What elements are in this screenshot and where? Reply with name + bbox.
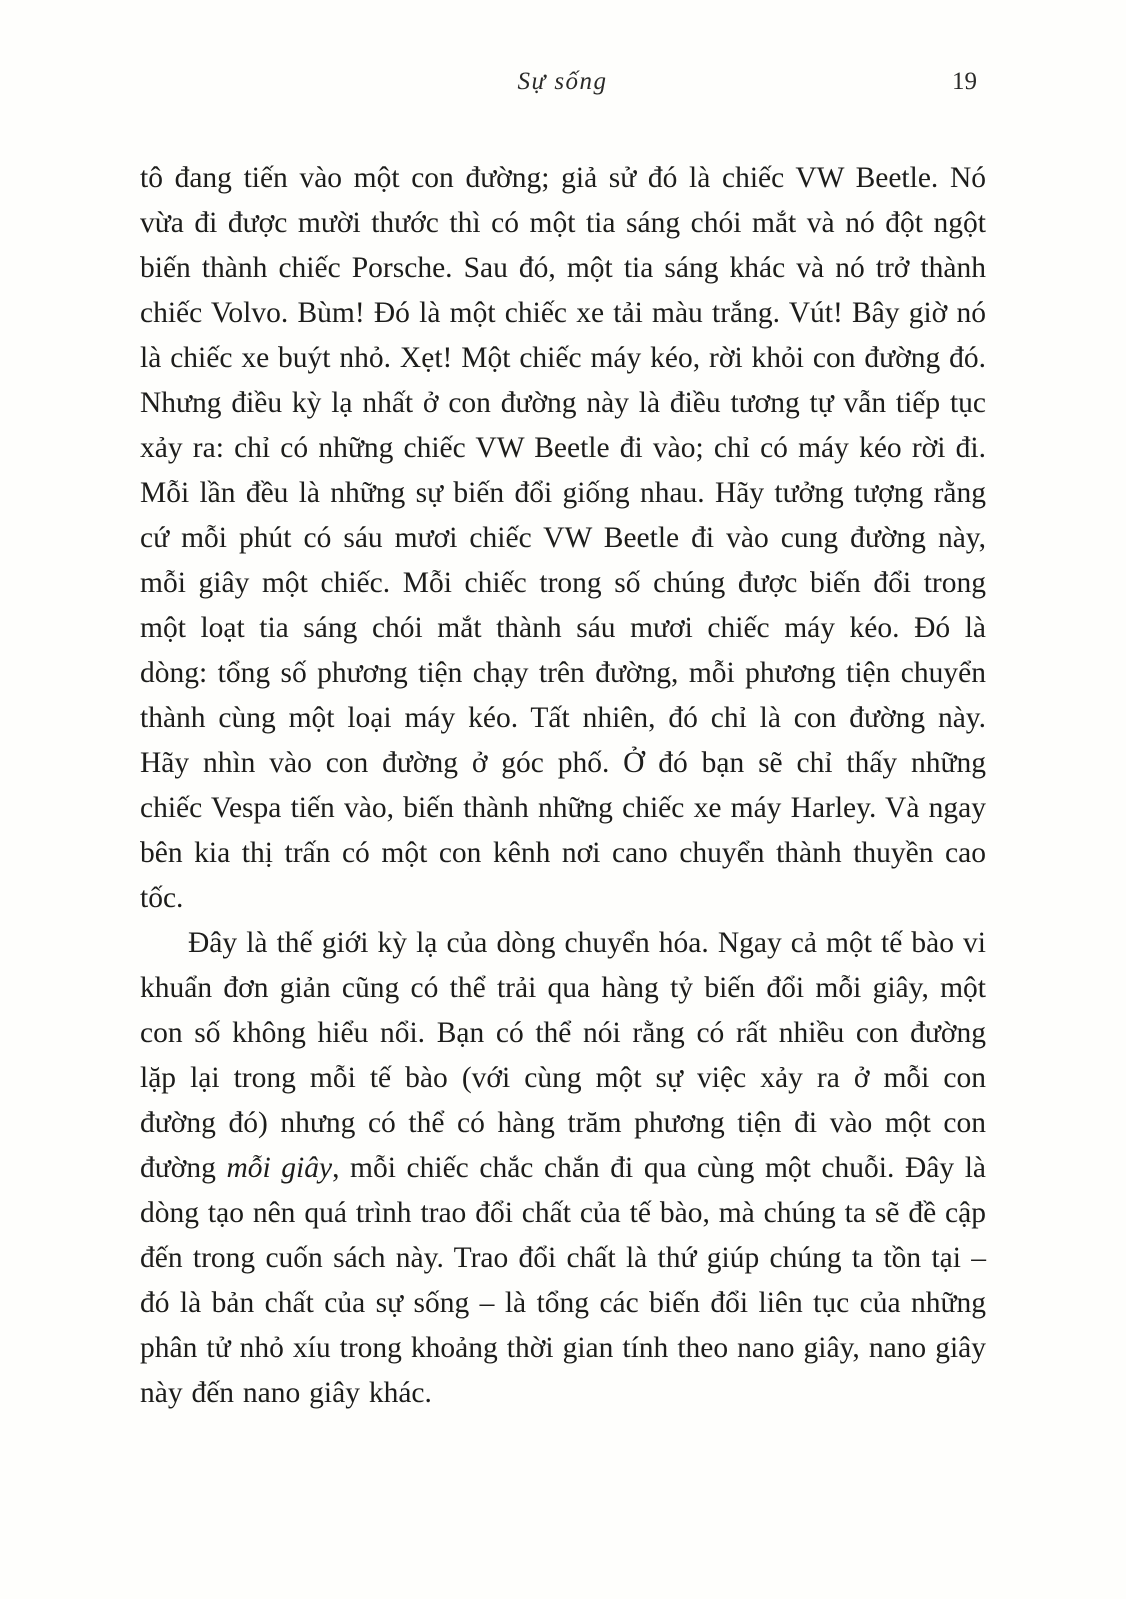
paragraph-text: tô đang tiến vào một con đường; giả sử đó là chiếc VW Beetle. Nó vừa đi được mười thước thì có một tia sáng chói mắt và nó đột ngột biến thành chiếc Porsche. Sau đó, một tia sáng khác và nó trở thành chiếc Volvo. Bùm! Đó là một chiếc xe tải màu trắng. Vút! Bây giờ nó là chiếc xe buýt nhỏ. Xẹt! Một chiếc máy kéo, rời khỏi con đường đó. Nhưng điều kỳ lạ nhất ở con đường này là điều tương tự vẫn tiếp tục xảy ra: chỉ có những chiếc VW Beetle đi vào; chỉ có máy kéo rời đi. Mỗi lần đều là những sự biến đổi giống nhau. Hãy tưởng tượng rằng cứ mỗi phút có sáu mươi chiếc VW Beetle đi vào cung đường này, mỗi giây một chiếc. Mỗi chiếc trong số chúng được biến đổi trong một loạt tia sáng chói mắt thành sáu mươi chiếc máy kéo. Đó là dòng: tổng số phương tiện chạy trên đường, mỗi phương tiện chuyển thành cùng một loại máy kéo. Tất nhiên, đó chỉ là con đường này. Hãy nhìn vào con đường ở góc phố. Ở đó bạn sẽ chỉ thấy những chiếc Vespa tiến vào, biến thành những chiếc xe máy Harley. Và ngay bên kia thị trấn có một con kênh nơi cano chuyển thành thuyền cao tốc. [140, 162, 986, 914]
italic-phrase: mỗi giây [226, 1152, 333, 1184]
paragraph-text: , mỗi chiếc chắc chắn đi qua cùng một chuỗi. Đây là dòng tạo nên quá trình trao đổi chất của tế bào, mà chúng ta sẽ đề cập đến trong cuốn sách này. Trao đổi chất là thứ giúp chúng ta tồn tại – đó là bản chất của sự sống – là tổng các biến đổi liên tục của những phân tử nhỏ xíu trong khoảng thời gian tính theo nano giây, nano giây này đến nano giây khác. [140, 1152, 986, 1409]
page-header [140, 68, 985, 104]
page-number: 19 [952, 68, 977, 95]
paragraph-continuation [140, 156, 986, 921]
page-body [140, 156, 986, 1416]
paragraph-text: Đây là thế giới kỳ lạ của dòng chuyển hóa. Ngay cả một tế bào vi khuẩn đơn giản cũng có thể trải qua hàng tỷ biến đổi mỗi giây, một con số không hiểu nổi. Bạn có thể nói rằng có rất nhiều con đường lặp lại trong mỗi tế bào (với cùng một sự việc xảy ra ở mỗi con đường đó) nhưng có thể có hàng trăm phương tiện đi vào một con đường [140, 927, 986, 1184]
running-title: Sự sống [517, 68, 608, 95]
paragraph [140, 921, 986, 1416]
